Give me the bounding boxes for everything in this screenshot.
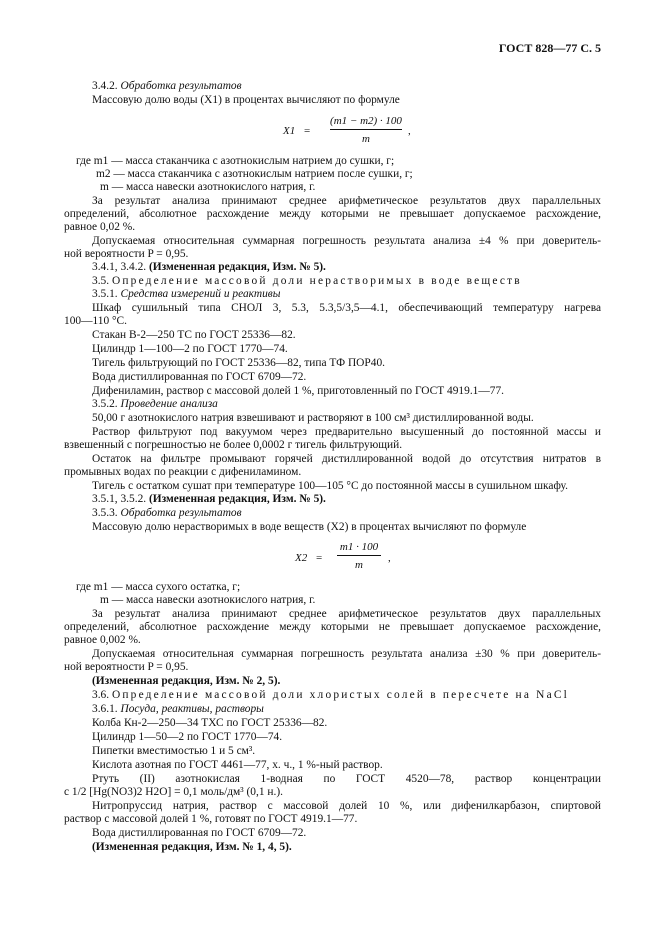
page-header: ГОСТ 828—77 С. 5 [498, 41, 601, 55]
error2-line: ной вероятности P = 0,95. [64, 661, 189, 673]
formula-x1-fraction-bar [330, 129, 402, 130]
formula-x2-fraction-bar [337, 555, 381, 556]
where1-line: m2 — масса стаканчика с азотнокислым натрием после сушки, г; [96, 168, 413, 180]
formula-x2-denominator: m [355, 559, 363, 571]
amendment-note: 3.4.1, 3.4.2. (Измененная редакция, Изм. № 5). [92, 261, 326, 273]
equipment-line: Дифениламин, раствор с массовой долей 1 %, приготовленный по ГОСТ 4919.1—77. [92, 385, 504, 397]
equipment-line: 100—110 °С. [64, 315, 127, 327]
formula-x1-numerator: (m1 − m2) · 100 [330, 115, 402, 127]
amendment-note: 3.5.1, 3.5.2. (Измененная редакция, Изм. № 5). [92, 493, 326, 505]
error1-line: Допускаемая относительная суммарная погрешность результата анализа ±4 % при доверитель- [92, 235, 601, 247]
result2-line: равное 0,002 %. [64, 634, 141, 646]
section-3-5-2-heading: 3.5.2. Проведение анализа [92, 398, 218, 410]
mercury-line: Ртуть (II) азотнокислая 1-водная по ГОСТ 4520—78, раствор концентрации [92, 773, 601, 785]
nitroprusside-line: раствор с массовой долей 1 %, готовят по ГОСТ 4919.1—77. [64, 813, 358, 825]
procedure-line: 50,00 г азотнокислого натрия взвешивают и растворяют в 100 см³ дистиллированной воды. [92, 412, 534, 424]
formula-x1-comma: , [408, 125, 411, 137]
formula-x1-denominator: m [362, 133, 370, 145]
section-3-4-2-heading: 3.4.2. Обработка результатов [92, 80, 242, 92]
x2-intro: Массовую долю нерастворимых в воде веществ (X2) в процентах вычисляют по формуле [92, 521, 527, 533]
result2-line: За результат анализа принимают среднее арифметическое результатов двух параллельных [92, 608, 601, 620]
formula-x2-lhs: X2 [295, 552, 308, 564]
where2-line: где m1 — масса сухого остатка, г; [76, 581, 241, 593]
error1-line: ной вероятности P = 0,95. [64, 248, 189, 260]
result2-line: определений, абсолютное расхождение между которыми не превышает допускаемое расхождение, [64, 621, 601, 633]
formula-x1-equals: = [304, 125, 311, 137]
result1-line: определений, абсолютное расхождение между которыми не превышает допускаемое расхождение, [64, 208, 601, 220]
procedure-line: Тигель с остатком сушат при температуре 100—105 °С до постоянной массы в сушильном шкафу. [92, 480, 568, 492]
equipment-line: Цилиндр 1—50—2 по ГОСТ 1770—74. [92, 731, 283, 743]
formula-x2-equals: = [316, 552, 323, 564]
procedure-line: взвешенный с погрешностью не более 0,0002 г тигель фильтрующий. [64, 439, 403, 451]
amendment-note: (Измененная редакция, Изм. № 2, 5). [92, 675, 281, 687]
procedure-line: промывных водах по реакции с дифениламином. [64, 466, 302, 478]
section-3-5-heading: 3.5. Определение массовой доли нерастворимых в воде веществ [92, 275, 522, 287]
formula-x2-comma: , [388, 552, 391, 564]
error2-line: Допускаемая относительная суммарная погрешность результата анализа ±30 % при доверитель- [92, 648, 601, 660]
section-3-6-1-heading: 3.6.1. Посуда, реактивы, растворы [92, 703, 264, 715]
x1-intro: Массовую долю воды (X1) в процентах вычисляют по формуле [92, 94, 400, 106]
equipment-line: Тигель фильтрующий по ГОСТ 25336—82, типа ТФ ПОР40. [92, 357, 385, 369]
formula-x2-numerator: m1 · 100 [339, 541, 379, 553]
equipment-line: Цилиндр 1—100—2 по ГОСТ 1770—74. [92, 343, 288, 355]
procedure-line: Раствор фильтруют под вакуумом через предварительно высушенный до постоянной массы и [92, 426, 601, 438]
where2-line: m — масса навески азотнокислого натрия, г. [100, 594, 316, 606]
section-3-6-heading: 3.6. Определение массовой доли хлористых солей в пересчете на NaCl [92, 689, 569, 701]
equipment-line: Колба Кн-2—250—34 ТХС по ГОСТ 25336—82. [92, 717, 328, 729]
where1-line: m — масса навески азотнокислого натрия, г. [100, 181, 316, 193]
equipment-line: Пипетки вместимостью 1 и 5 см³. [92, 745, 256, 757]
equipment-line: Вода дистиллированная по ГОСТ 6709—72. [92, 371, 307, 383]
equipment-line: Шкаф сушильный типа СНОЛ 3, 5.3, 5.3,5/3,5—4.1, обеспечивающий температуру нагрева [92, 302, 601, 314]
formula-x1-lhs: X1 [283, 125, 296, 137]
mercury-line: c 1/2 [Hg(NO3)2 H2O] = 0,1 моль/дм³ (0,1 н.). [64, 786, 283, 798]
water-line: Вода дистиллированная по ГОСТ 6709—72. [92, 827, 307, 839]
nitroprusside-line: Нитропруссид натрия, раствор с массовой долей 10 %, или дифенилкарбазон, спиртовой [92, 800, 601, 812]
procedure-line: Остаток на фильтре промывают горячей дистиллированной водой до отсутствия нитратов в [92, 453, 601, 465]
equipment-line: Кислота азотная по ГОСТ 4461—77, х. ч., 1 %-ный раствор. [92, 759, 383, 771]
result1-line: равное 0,02 %. [64, 221, 136, 233]
result1-line: За результат анализа принимают среднее арифметическое результатов двух параллельных [92, 195, 601, 207]
where1-line: где m1 — масса стаканчика с азотнокислым натрием до сушки, г; [76, 155, 395, 167]
section-3-5-3-heading: 3.5.3. Обработка результатов [92, 507, 242, 519]
section-3-5-1-heading: 3.5.1. Средства измерений и реактивы [92, 288, 281, 300]
equipment-line: Стакан В-2—250 ТС по ГОСТ 25336—82. [92, 329, 296, 341]
amendment-note: (Измененная редакция, Изм. № 1, 4, 5). [92, 841, 292, 853]
